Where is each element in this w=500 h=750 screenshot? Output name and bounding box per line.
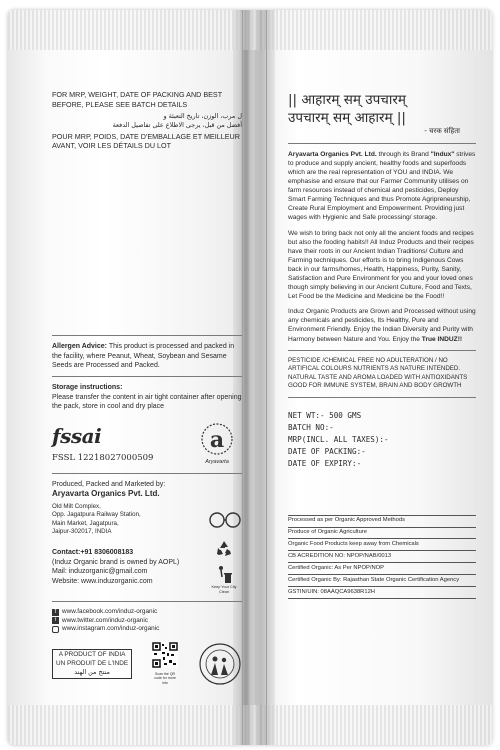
aryavarta-caption: Aryavarta: [205, 459, 229, 466]
about-paragraph-2: We wish to bring back not only all the ancient foods and recipes but also the fooding habits!! All Induz Products and their recipes have their roots in our Ancient Indian Traditions/ Culture and Farming techniques. Our efforts is to bring Indigenous Cows back in our farms/homes, Health, Happiness, Purity, Sanity, Satisfaction and Pure Environment for you and your loved ones though simply believing in our Ancient Culture, Food and Texts, Let Food be the Medicine and Medicine be the Food!!: [288, 229, 474, 301]
cert-line: Certified Organic: As Per NPOP/NOP: [288, 563, 476, 575]
mrp: MRP(INCL. ALL TAXES):-: [288, 435, 389, 445]
allergen-advice: [52, 342, 242, 370]
about-paragraph-1: [288, 150, 476, 223]
cert-line: CB ACREDITION NO: NPOP/NAB/0013: [288, 551, 476, 563]
shloka-line-1: || आहारम् सम् उपचारम्: [288, 92, 406, 108]
shloka-source: - चरक संहिता: [424, 127, 460, 136]
instagram-icon: [52, 626, 59, 633]
aryavarta-logo-icon: [198, 422, 236, 456]
facebook-link[interactable]: [52, 608, 242, 617]
storage-text: Please transfer the content in air tight container after opening the pack, store in cool and dry place: [52, 393, 242, 411]
true-induz: True INDUZ!!: [421, 335, 463, 343]
allergen-text: This product is processed and packed in the facility, where Peanut, Wheat, Soybean and Sesame Seeds are Processed and Packed.: [52, 343, 235, 370]
svg-text:a: a: [209, 426, 225, 453]
seam-line: [242, 10, 243, 745]
qr-code-icon[interactable]: [152, 642, 178, 668]
cert-line: Certified Organic By: Rajasthan State Organic Certification Agency: [288, 575, 476, 587]
product-of-india-fr: UN PRODUIT DE L'INDE: [56, 659, 129, 667]
qr-caption: Scan the QR code for more info: [154, 671, 176, 685]
instagram-link[interactable]: [52, 625, 242, 634]
mrp-note-en: FOR MRP, WEIGHT, DATE OF PACKING AND BEST BEFORE, PLEASE SEE BATCH DETAILS: [52, 90, 222, 109]
cert-line: Produce of Organic Agriculture: [288, 528, 476, 540]
storage-label: Storage instructions:: [52, 384, 123, 392]
swachh-bharat-icon: [208, 511, 242, 529]
dustbin-icon: [215, 565, 233, 585]
fssai-logo: fssai: [52, 424, 102, 449]
india-organic-seal-icon: [198, 642, 242, 686]
right-panel: [288, 92, 476, 599]
left-panel: [52, 90, 242, 686]
allergen-label: Allergen Advice:: [52, 343, 107, 351]
batch-details: [288, 410, 476, 471]
divider: [288, 397, 476, 398]
pesticide-free-note: PESTICIDE /CHEMICAL FREE NO ADULTERATION / NO ARTIFICAL COLOURS NUTRIENTS AS NATURE INTENDED. NATURAL TASTE AND AROMA LOADED WITH ANTIOXIDANTS GOOD FOR IMMUNE SYSTEM, BRAIN AND BODY GROWTH: [288, 356, 468, 390]
mrp-note-ar-1: ل مرب، الوزن، تاريخ التعبئة و: [163, 112, 242, 121]
divider: [52, 335, 242, 336]
divider: [52, 473, 242, 474]
about-paragraph-3: [288, 307, 476, 343]
address-line: Main Market, Jagatpura,: [52, 519, 119, 527]
facebook-icon: f: [52, 609, 59, 616]
fssl-number: FSSL 12218027000509: [52, 453, 154, 464]
divider: [288, 350, 476, 351]
product-of-india-ar: منتج من الهند: [74, 668, 110, 677]
recycle-icon: [214, 539, 234, 559]
company-name-bold: Aryavarta Organics Pvt. Ltd.: [288, 150, 377, 158]
product-of-india-box: [52, 649, 132, 679]
twitter-url: www.twitter.com/induz-organic: [62, 616, 148, 624]
twitter-icon: t: [52, 617, 59, 624]
para-text: through its Brand: [376, 150, 431, 158]
date-of-expiry: DATE OF EXPIRY:-: [288, 459, 362, 469]
product-pack-back: [8, 10, 492, 745]
batch-no: BATCH NO:-: [288, 422, 334, 432]
divider: [52, 601, 242, 602]
date-of-packing: DATE OF PACKING:-: [288, 447, 366, 457]
produced-label: Produced, Packed and Marketed by:: [52, 480, 166, 488]
address-line: Jaipur-302017, INDIA: [52, 527, 112, 535]
website: Website: www.induzorganic.com: [52, 577, 153, 585]
brand-owner-note: (Induz Organic brand is owned by AOPL): [52, 558, 180, 566]
mail: Mail: induzorganic@gmail.com: [52, 568, 148, 576]
instagram-url: www.instagram.com/induz-organic: [62, 625, 160, 633]
certification-list: [288, 515, 476, 600]
contact: Contact:+91 8306008183: [52, 549, 134, 557]
cert-line: GSTIN/UIN: 08AAQCA9638R12H: [288, 587, 476, 599]
mrp-note-ar-2: أفضل من قبل، يرجى الاطلاع على تفاصيل الدفعة: [112, 121, 242, 130]
brand-name: "Indux": [430, 150, 455, 158]
seam-line: [266, 10, 267, 745]
divider: [52, 376, 242, 377]
cert-line: Organic Food Products keep away from Chemicals: [288, 539, 476, 551]
twitter-link[interactable]: [52, 617, 242, 626]
divider: [288, 143, 476, 144]
address-line: Old Milt Complex,: [52, 502, 101, 510]
cert-line: Processed as per Organic Approved Methods: [288, 516, 476, 528]
company-name: Aryavarta Organics Pvt. Ltd.: [52, 489, 160, 499]
para-text: Induz Organic Products are Grown and Processed without using any chemicals and pesticides, Its Healthy, Pure and Environment Friendly. Enjoy the Indian Diversity and Purity with Harmony between Nature and You. Enjoy the: [288, 308, 476, 343]
net-weight: NET WT:- 500 GMS: [288, 410, 362, 420]
shloka-line-2: उपचारम् सम् आहारम् ||: [288, 109, 406, 126]
address-line: Opp. Jagatpura Railway Station,: [52, 511, 141, 519]
keep-city-clean: Keep Your City Clean: [211, 584, 237, 594]
facebook-url: www.facebook.com/induz-organic: [62, 608, 158, 615]
mrp-note-fr: POUR MRP, POIDS, DATE D'EMBALLAGE ET MEILLEUR AVANT, VOIR LES DÉTAILS DU LOT: [52, 131, 240, 151]
para-text: strives to produce and supply ancient, healthy foods and superfoods which are the real representation of YOU and INDIA. We emphasise and ensure that our Farmer Community utilises on farm resources instead of chemical and pesticides, Deploy Smart Farming Techniques and thus Promote Agripreneurship, Create Rural Employment and Empowerment. Providing just wages with Hygienic and Safe processing/ storage.: [288, 150, 476, 222]
product-of-india-en: A PRODUCT OF INDIA: [58, 650, 126, 658]
